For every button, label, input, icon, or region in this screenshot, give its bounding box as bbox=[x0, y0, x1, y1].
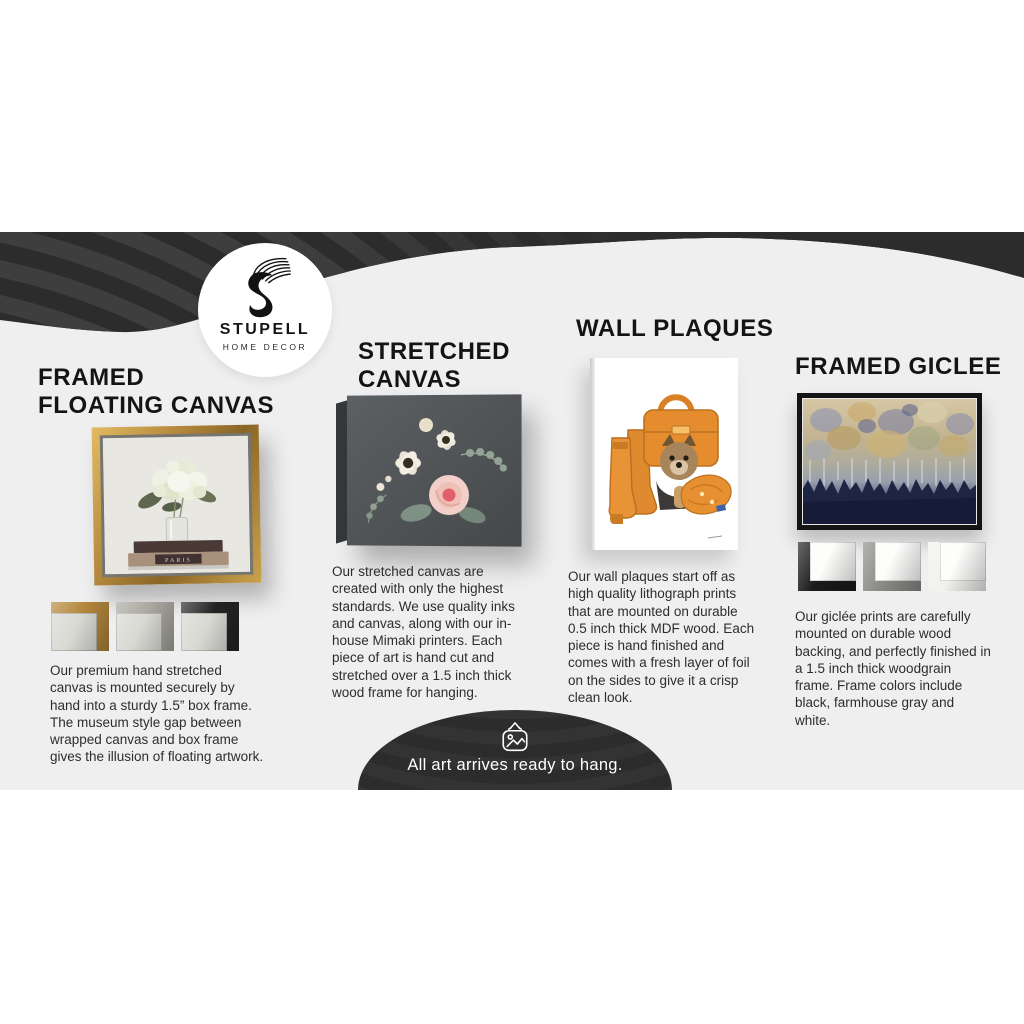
hydrangea-books-artwork bbox=[103, 436, 250, 575]
glass-vase bbox=[166, 517, 188, 542]
section-title-stretched-canvas bbox=[358, 338, 510, 394]
book-spine-label: PARIS bbox=[164, 557, 192, 564]
plaque-side-foil bbox=[590, 358, 595, 550]
footer-message: All art arrives ready to hang. bbox=[407, 756, 623, 774]
footer-badge bbox=[358, 710, 672, 790]
floating-canvas-frame-options bbox=[51, 602, 239, 651]
navy-base bbox=[802, 498, 977, 525]
bud bbox=[376, 483, 384, 491]
swatch-canvas bbox=[181, 613, 227, 651]
title-line: STRETCHED bbox=[358, 338, 511, 365]
wall-plaque-image bbox=[590, 358, 738, 550]
description-framed-floating-canvas: Our premium hand stretched canvas is mounted securely by hand into a sturdy 1.5” box frame. The museum style gap between wrapped canvas and box frame gives the illusion of floating artwork. bbox=[50, 663, 264, 765]
brand-tagline: HOME DECOR bbox=[222, 342, 308, 352]
section-title-wall-plaques bbox=[576, 315, 773, 343]
brand-logo bbox=[198, 243, 332, 377]
bud bbox=[385, 476, 391, 482]
swatch-canvas bbox=[940, 542, 986, 581]
description-stretched-canvas: Our stretched canvas are created with only the highest standards. We use quality inks and canvas, along with our in-house Mimaki printers. Each piece of art is hand cut and stretched over a 1.5 inch thick wood frame for hanging. bbox=[332, 564, 515, 701]
framed-floating-canvas-image bbox=[92, 425, 262, 586]
stacked-books bbox=[128, 540, 229, 570]
orange-bag-boots-dog-artwork-svg bbox=[590, 358, 738, 550]
giclee-frame-options bbox=[798, 542, 986, 591]
section-title-framed-giclee bbox=[795, 353, 1001, 381]
swatch-canvas bbox=[116, 613, 162, 651]
title-line: CANVAS bbox=[358, 366, 462, 393]
floral-dark-artwork-svg bbox=[347, 394, 522, 546]
framed-picture-icon bbox=[497, 719, 533, 755]
frame-swatch-silver bbox=[116, 602, 174, 651]
stretched-canvas-image bbox=[347, 394, 522, 546]
framed-giclee-image bbox=[797, 393, 982, 530]
abstract-navy-gold-artwork-svg bbox=[802, 398, 977, 525]
title-line: WALL PLAQUES bbox=[576, 315, 774, 342]
frame-swatch-white bbox=[928, 542, 986, 591]
title-line: FRAMED GICLEE bbox=[795, 353, 1002, 380]
frame-swatch-black bbox=[181, 602, 239, 651]
section-title-framed-floating-canvas bbox=[38, 364, 274, 420]
floating-gap bbox=[100, 433, 253, 578]
frame-swatch-farmhouse-gray bbox=[863, 542, 921, 591]
brand-name: STUPELL bbox=[219, 321, 311, 338]
title-line: FRAMED bbox=[38, 364, 145, 391]
description-framed-giclee: Our giclée prints are carefully mounted on durable wood backing, and perfectly finished in a 1.5 inch thick woodgrain frame. Frame colors include black, farmhouse gray and white. bbox=[795, 609, 991, 728]
title-line: FLOATING CANVAS bbox=[38, 392, 275, 419]
canvas-side-edge bbox=[336, 400, 347, 543]
swatch-canvas bbox=[875, 542, 921, 581]
swatch-canvas bbox=[51, 613, 97, 651]
swatch-canvas bbox=[810, 542, 856, 581]
frame-swatch-gold bbox=[51, 602, 109, 651]
stupell-s-swirl-icon bbox=[234, 255, 296, 319]
content-band bbox=[0, 232, 1024, 790]
frame-swatch-black bbox=[798, 542, 856, 591]
rose bbox=[429, 475, 469, 515]
description-wall-plaques: Our wall plaques start off as high quality lithograph prints that are mounted on durable 0.5 inch thick MDF wood. Each piece is hand finished and comes with a fresh layer of foil on the sides to give it a crisp clean look. bbox=[568, 569, 755, 706]
hydrangea-artwork-svg bbox=[103, 436, 250, 575]
